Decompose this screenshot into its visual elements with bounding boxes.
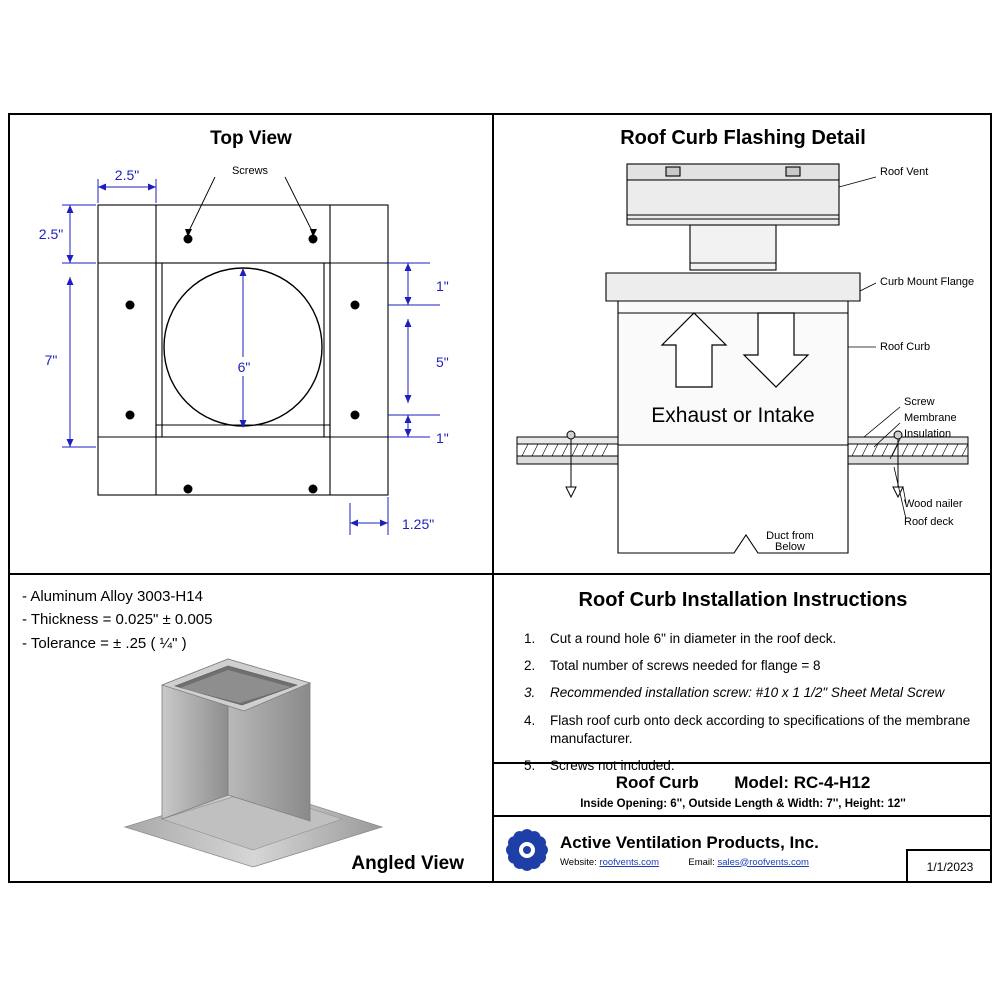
instruction-number: 4. bbox=[524, 712, 536, 728]
instruction-number: 5. bbox=[524, 758, 536, 774]
date-field: 1/1/2023 bbox=[906, 849, 992, 883]
callout-roof-vent: Roof Vent bbox=[880, 166, 929, 178]
model-number: Model: RC-4-H12 bbox=[734, 773, 871, 792]
list-item bbox=[524, 657, 974, 675]
screws-callout-label: Screws bbox=[231, 165, 269, 177]
angled-view-title: Angled View bbox=[351, 853, 464, 874]
company-block bbox=[494, 815, 992, 883]
top-view-title: Top View bbox=[210, 128, 292, 149]
callout-roof-deck: Roof deck bbox=[904, 516, 954, 528]
duct-label-line1: Duct from bbox=[766, 530, 814, 542]
company-name: Active Ventilation Products, Inc. bbox=[560, 832, 819, 852]
instruction-text: Recommended installation screw: #10 x 1 1/2" Sheet Metal Screw bbox=[550, 685, 945, 701]
callout-curb-mount-flange: Curb Mount Flange bbox=[880, 276, 975, 288]
duct-label-line2: Below bbox=[775, 541, 805, 553]
title-block bbox=[494, 762, 992, 883]
email-label: Email: bbox=[688, 856, 715, 868]
dim-2-5-left: 2.5" bbox=[38, 226, 64, 242]
dim-1-upper: 1" bbox=[436, 278, 449, 294]
instruction-number: 2. bbox=[524, 658, 536, 674]
dim-1-lower: 1" bbox=[436, 430, 449, 446]
top-view-drawing bbox=[10, 115, 492, 573]
instructions-title: Roof Curb Installation Instructions bbox=[578, 589, 908, 611]
product-name: Roof Curb bbox=[615, 773, 699, 792]
panel-specs-angled-view bbox=[10, 575, 492, 883]
panel-flashing-detail bbox=[494, 115, 992, 573]
panel-instructions bbox=[494, 575, 992, 883]
list-item bbox=[524, 712, 974, 748]
list-item bbox=[524, 630, 974, 648]
spec-line-tolerance: - Tolerance = ± .25 ( ¼" ) bbox=[22, 634, 187, 652]
callout-membrane: Membrane bbox=[904, 412, 957, 424]
instruction-number: 3. bbox=[524, 685, 536, 701]
instructions-list bbox=[524, 630, 974, 775]
callout-roof-curb: Roof Curb bbox=[880, 341, 931, 353]
product-specs-line: Inside Opening: 6'', Outside Length & Width: 7'', Height: 12'' bbox=[580, 798, 906, 810]
fan-logo bbox=[494, 825, 560, 875]
spec-line-thickness: - Thickness = 0.025" ± 0.005 bbox=[22, 611, 213, 629]
angled-view-drawing bbox=[10, 575, 492, 883]
panel-top-view bbox=[10, 115, 492, 573]
product-title-row bbox=[494, 773, 992, 793]
callout-wood-nailer: Wood nailer bbox=[904, 498, 963, 510]
spec-line-alloy: - Aluminum Alloy 3003-H14 bbox=[22, 588, 203, 605]
instruction-text: Screws not included. bbox=[550, 758, 675, 774]
callout-screw: Screw bbox=[904, 396, 935, 408]
instruction-text: Flash roof curb onto deck according to specifications of the membrane manufacturer. bbox=[550, 712, 971, 746]
list-item bbox=[524, 684, 974, 702]
instruction-number: 1. bbox=[524, 631, 536, 646]
dim-7: 7" bbox=[44, 352, 58, 368]
drawing-sheet bbox=[8, 113, 992, 883]
callout-insulation: Insulation bbox=[904, 428, 952, 440]
dim-6: 6" bbox=[237, 359, 251, 375]
website-link[interactable]: roofvents.com bbox=[599, 856, 660, 868]
instruction-text: Cut a round hole 6" in diameter in the roof deck. bbox=[550, 631, 837, 646]
email-link[interactable]: sales@roofvents.com bbox=[717, 856, 809, 868]
instruction-text: Total number of screws needed for flange = 8 bbox=[550, 658, 821, 674]
dim-1-25: 1.25" bbox=[402, 516, 435, 532]
exhaust-intake-label: Exhaust or Intake bbox=[651, 404, 815, 427]
dim-2-5-top: 2.5" bbox=[114, 167, 140, 183]
flashing-drawing bbox=[494, 115, 992, 573]
flashing-title: Roof Curb Flashing Detail bbox=[620, 127, 866, 149]
dim-5: 5" bbox=[436, 354, 449, 370]
website-label: Website: bbox=[560, 856, 597, 868]
